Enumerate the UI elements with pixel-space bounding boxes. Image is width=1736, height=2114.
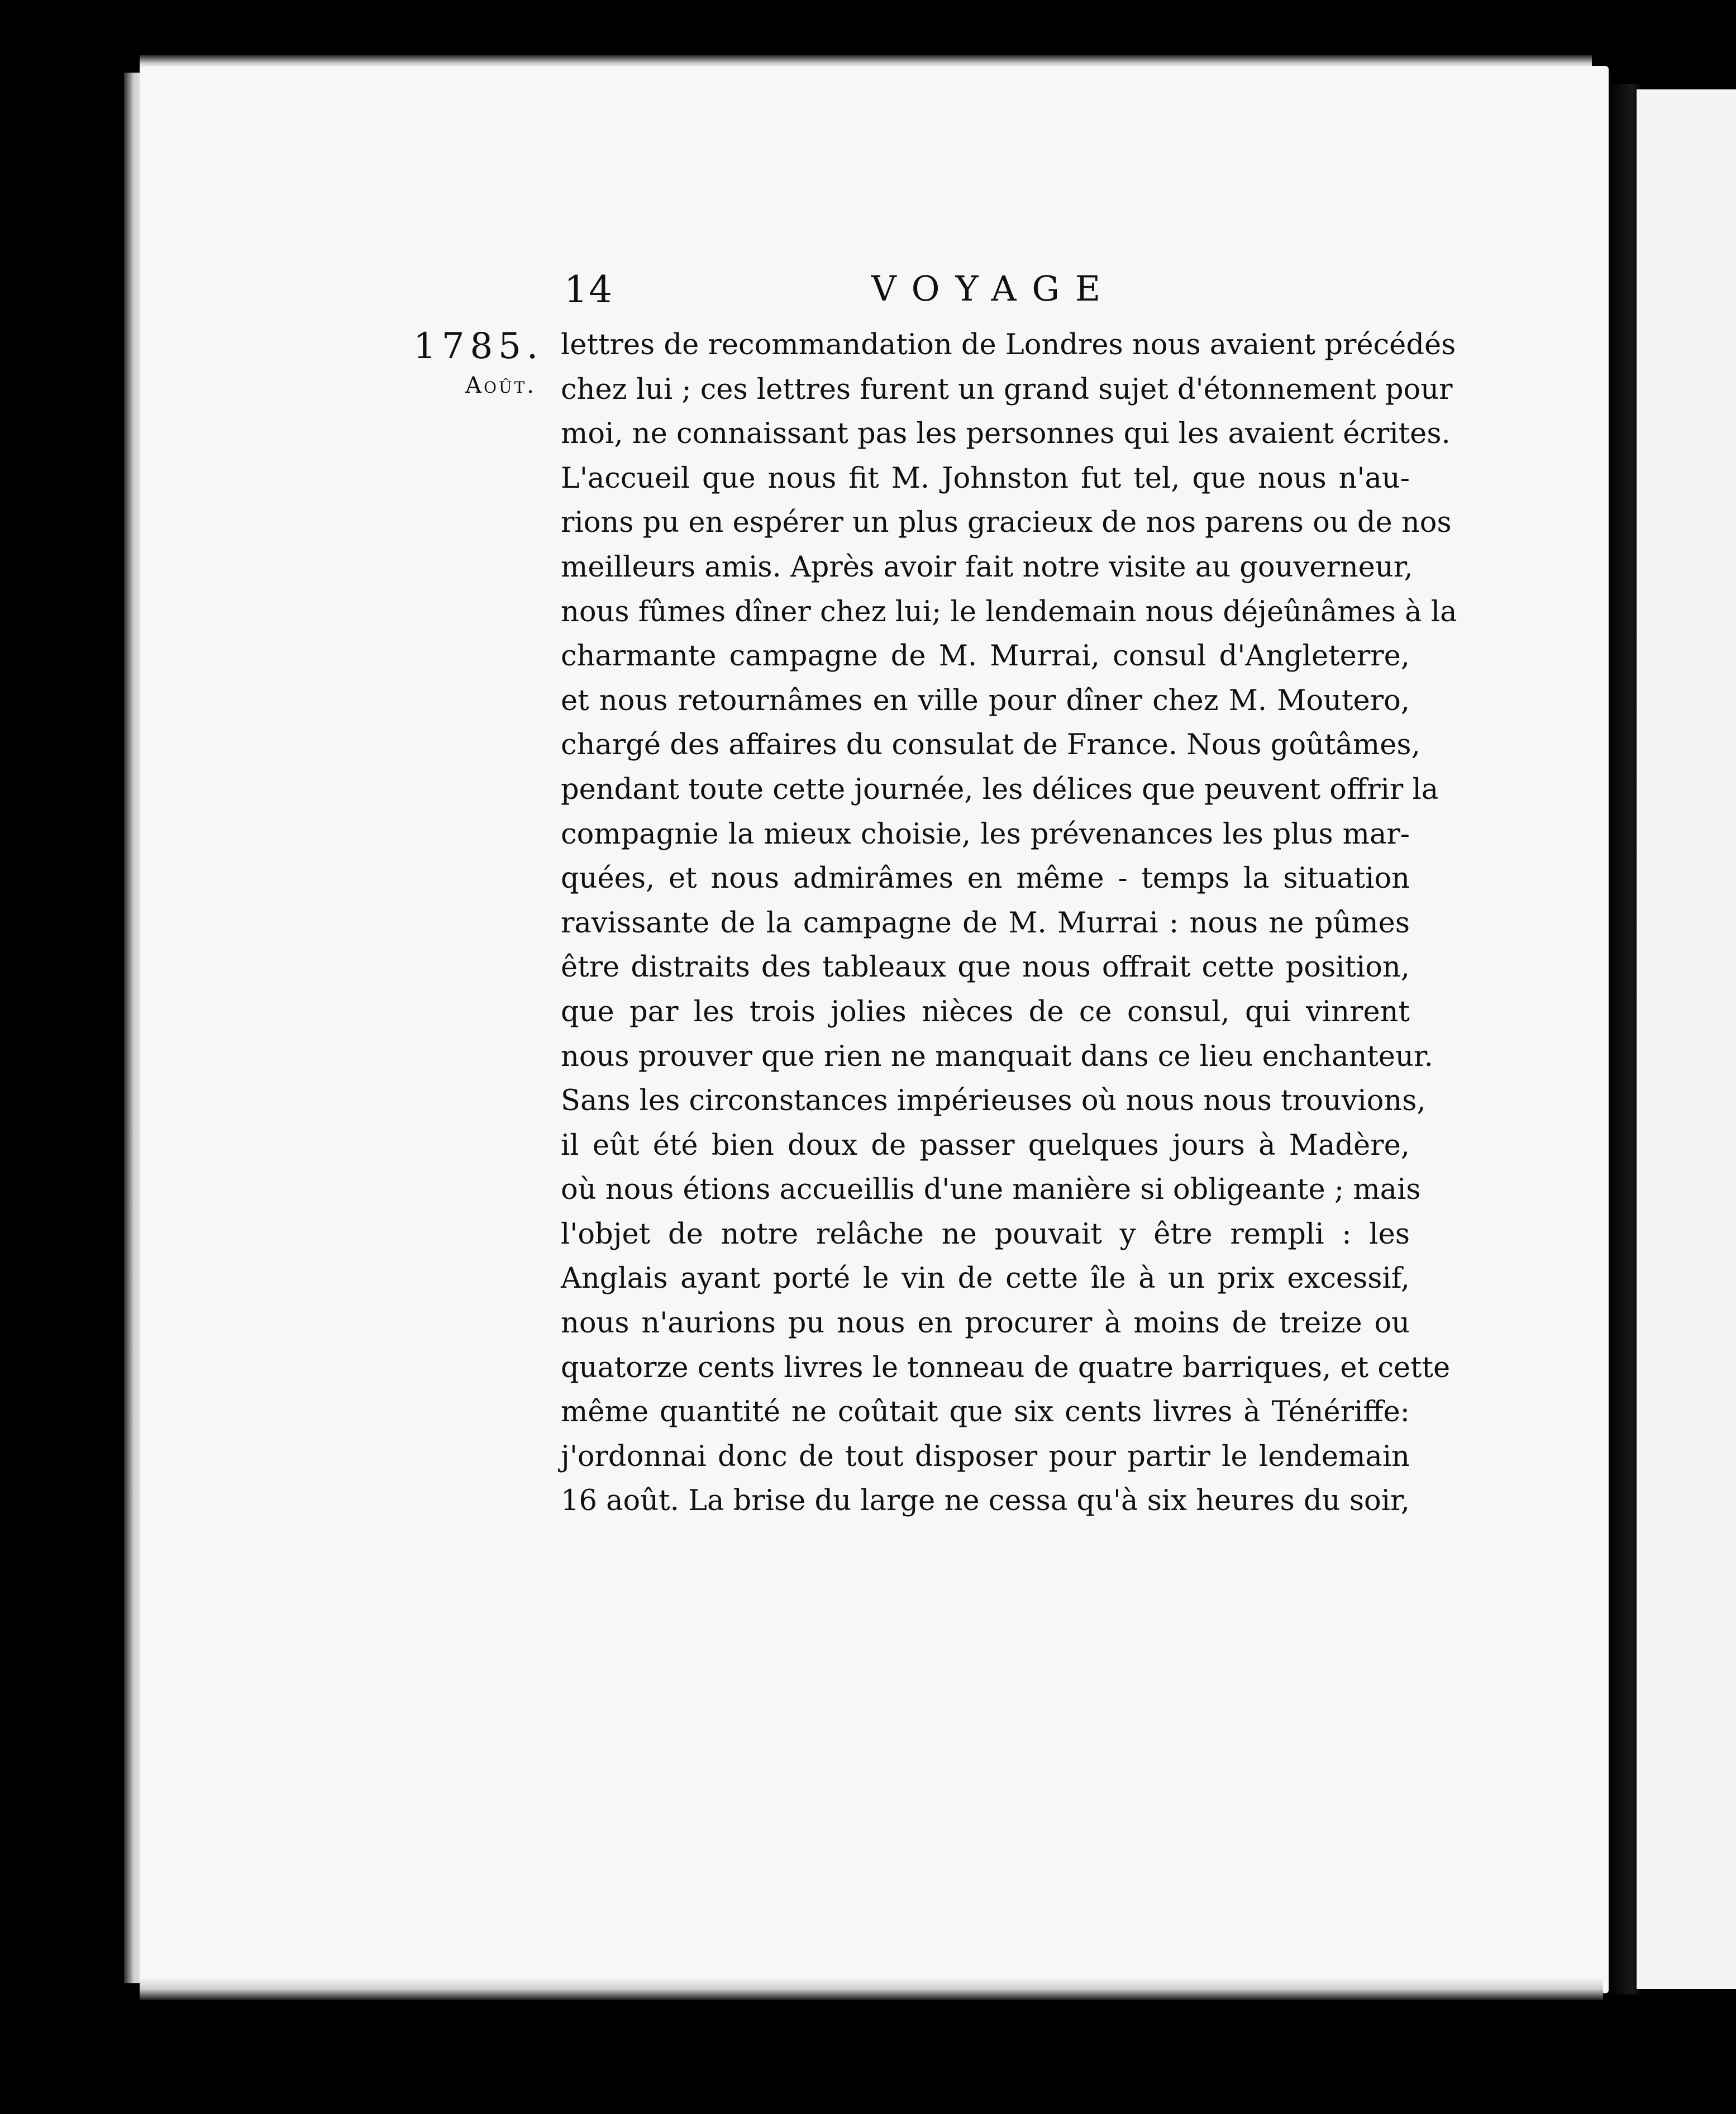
text-line: ravissante de la campagne de M. Murrai : nous ne pûmes <box>561 906 1410 940</box>
text-line: chez lui ; ces lettres furent un grand sujet d'étonnement pour <box>561 373 1453 406</box>
page-header <box>564 268 1290 318</box>
text-line: j'ordonnai donc de tout disposer pour partir le lendemain <box>561 1440 1410 1473</box>
running-head: VOYAGE <box>871 268 1117 309</box>
text-line: l'objet de notre relâche ne pouvait y être rempli : les <box>561 1217 1410 1251</box>
text-line: il eût été bien doux de passer quelques jours à Madère, <box>561 1129 1410 1162</box>
text-line: chargé des affaires du consulat de France. Nous goûtâmes, <box>561 729 1420 762</box>
text-line: où nous étions accueillis d'une manière si obligeante ; mais <box>561 1173 1421 1207</box>
text-line: meilleurs amis. Après avoir fait notre visite au gouverneur, <box>561 550 1413 584</box>
facing-page-edge <box>1637 89 1736 1989</box>
text-line: et nous retournâmes en ville pour dîner chez M. Moutero, <box>561 684 1410 717</box>
text-line: rions pu en espérer un plus gracieux de nos parens ou de nos <box>561 506 1452 540</box>
text-line: L'accueil que nous fit M. Johnston fut tel, que nous n'au- <box>561 461 1410 495</box>
text-line: nous fûmes dîner chez lui; le lendemain nous déjeûnâmes à la <box>561 595 1457 629</box>
margin-note <box>413 324 544 402</box>
text-line: Sans les circonstances impérieuses où nous nous trouvions, <box>561 1084 1426 1118</box>
text-line: quées, et nous admirâmes en même - temps la situation <box>561 862 1410 896</box>
text-line: quatorze cents livres le tonneau de quatre barriques, et cette <box>561 1351 1451 1384</box>
text-line: pendant toute cette journée, les délices que peuvent offrir la <box>561 773 1439 806</box>
text-line: que par les trois jolies nièces de ce consul, qui vinrent <box>561 995 1410 1029</box>
text-line: moi, ne connaissant pas les personnes qui les avaient écrites. <box>561 417 1451 451</box>
text-line: Anglais ayant porté le vin de cette île à un prix excessif, <box>561 1262 1410 1296</box>
margin-month: Août. <box>465 373 536 398</box>
text-line: nous prouver que rien ne manquait dans ce lieu enchanteur. <box>561 1040 1433 1073</box>
page-edge-bottom <box>140 1978 1603 2000</box>
text-line: être distraits des tableaux que nous offrait cette position, <box>561 951 1410 984</box>
text-line: 16 août. La brise du large ne cessa qu'à six heures du soir, <box>561 1484 1410 1518</box>
text-line: même quantité ne coûtait que six cents livres à Ténériffe: <box>561 1396 1410 1429</box>
text-line: nous n'aurions pu nous en procurer à moins de treize ou <box>561 1307 1410 1340</box>
text-line: compagnie la mieux choisie, les prévenances les plus mar- <box>561 817 1410 851</box>
text-line: charmante campagne de M. Murrai, consul d'Angleterre, <box>561 640 1410 673</box>
text-line: lettres de recommandation de Londres nous avaient précédés <box>561 328 1456 361</box>
body-text <box>561 323 1457 1523</box>
page-number: 14 <box>564 268 613 311</box>
margin-year: 1785. <box>413 326 544 367</box>
